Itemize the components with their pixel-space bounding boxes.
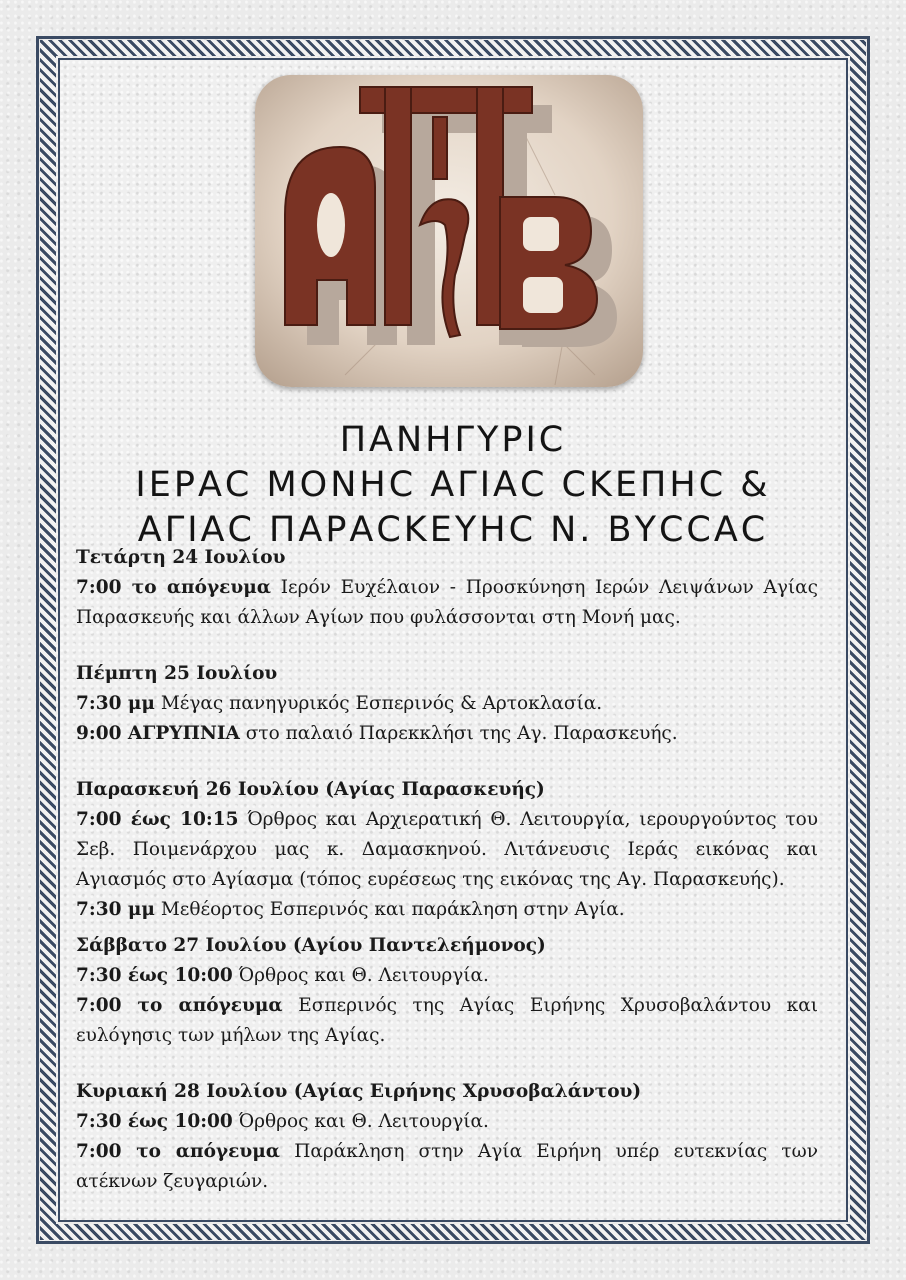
entry-text: Ιερόν Ευχέλαιον - Προσκύνηση Ιερών Λειψάνων Αγίας Παρασκευής και άλλων Αγίων που φυλάσσονται στη Μονή μας. (76, 577, 818, 628)
entry-time: 7:00 το απόγευμα (76, 1141, 280, 1162)
monastery-monogram-logo (255, 75, 643, 387)
entry-time: 9:00 ΑΓΡΥΠΝΙΑ (76, 723, 240, 744)
schedule-entry (76, 961, 818, 991)
day-heading: Κυριακή 28 Ιουλίου (Αγίας Ειρήνης Χρυσοβαλάντου) (76, 1081, 642, 1102)
entry-text: Μέγας πανηγυρικός Εσπερινός & Αρτοκλασία. (154, 693, 603, 714)
entry-text: στο παλαιό Παρεκκλήσι της Αγ. Παρασκευής. (239, 723, 678, 744)
schedule-entry (76, 573, 818, 633)
title-line-2: ΙΕΡΑϹ ΜΟΝΗϹ ΑΓΙΑϹ ϹΚΕΠΗϹ & (135, 465, 771, 505)
schedule-entry (76, 689, 818, 719)
schedule (76, 543, 818, 1197)
entry-time: 7:00 το απόγευμα (76, 995, 283, 1016)
entry-time: 7:00 το απόγευμα (76, 577, 272, 598)
day-heading: Σάββατο 27 Ιουλίου (Αγίου Παντελεήμονος) (76, 935, 546, 956)
entry-text: Εσπερινός της Αγίας Ειρήνης Χρυσοβαλάντου και ευλόγησις των μήλων της Αγίας. (76, 995, 818, 1046)
entry-text: Όρθρος και Θ. Λειτουργία. (232, 1111, 489, 1132)
title-line-3: ΑΓΙΑϹ ΠΑΡΑϹΚΕΥΗϹ Ν. ΒΥϹϹΑϹ (137, 510, 769, 550)
entry-time: 7:30 μμ (76, 899, 155, 920)
entry-text: Μεθέορτος Εσπερινός και παράκληση στην Αγία. (154, 899, 625, 920)
entry-time: 7:30 μμ (76, 693, 155, 714)
entry-time: 7:30 έως 10:00 (76, 1111, 233, 1132)
entry-text: Όρθρος και Θ. Λειτουργία. (232, 965, 489, 986)
schedule-entry (76, 895, 818, 925)
schedule-entry (76, 1107, 818, 1137)
entry-text: Όρθρος και Αρχιερατική Θ. Λειτουργία, ιερουργούντος του Σεβ. Ποιμενάρχου μας κ. Δαμασκηνού. Λιτάνευσις Ιεράς εικόνας και Αγιασμός στο Αγίασμα (τόπος ευρέσεως της εικόνας της Αγ. Παρασκευής). (76, 809, 818, 890)
schedule-entry (76, 719, 818, 749)
entry-time: 7:00 έως 10:15 (76, 809, 239, 830)
schedule-entry (76, 991, 818, 1051)
day-heading: Παρασκευή 26 Ιουλίου (Αγίας Παρασκευής) (76, 779, 545, 800)
day-heading: Τετάρτη 24 Ιουλίου (76, 547, 286, 568)
entry-text: Παράκληση στην Αγία Ειρήνη υπέρ ευτεκνίας των ατέκνων ζευγαριών. (76, 1141, 818, 1192)
day-heading: Πέμπτη 25 Ιουλίου (76, 663, 278, 684)
entry-time: 7:30 έως 10:00 (76, 965, 233, 986)
schedule-entry (76, 1137, 818, 1197)
schedule-entry (76, 805, 818, 895)
title-line-1: ΠΑΝΗΓΥΡΙϹ (339, 420, 567, 460)
